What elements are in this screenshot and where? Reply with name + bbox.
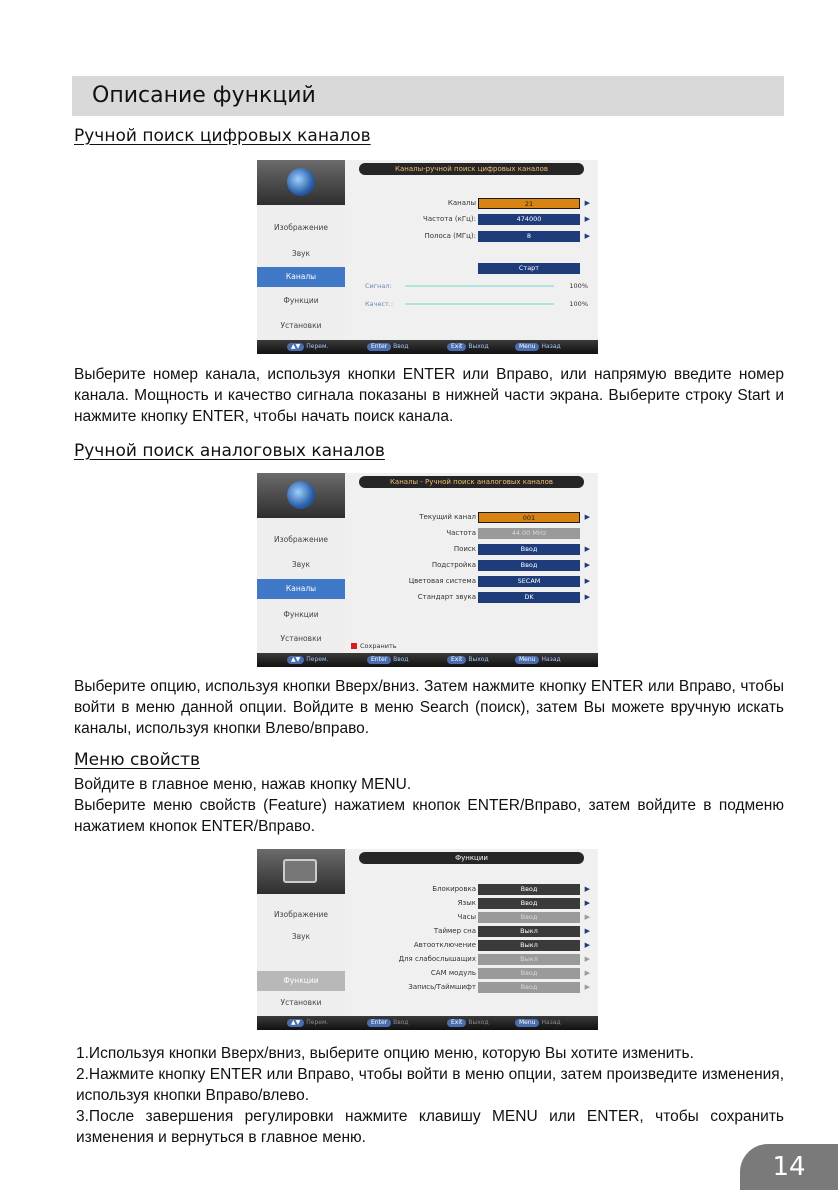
tv-row-value: 44.00 MHz [478,528,580,539]
tv-hint-enter [367,343,409,351]
tv-signal-bar [405,285,554,287]
tv-row-value: Ввод [478,544,580,555]
tv-start-button: Старт [478,263,580,274]
arrow-right-icon: ▶ [584,913,590,921]
tv-row-current-channel [365,511,594,524]
tv-row-frequency [365,213,594,226]
tv-row-value: 001 [478,512,580,523]
tv-row-label: Стандарт звука [417,593,476,601]
paragraph-text: Выберите номер канала, используя кнопки ENTER или Вправо, или напрямую введите номер канала. Мощность и качество сигнала показаны в нижней части экрана. Выберите строку Start и нажмите кнопку ENTER, чтобы начать поиск канала. [74,366,784,425]
tv-footer [257,340,598,354]
tv-save-label: Сохранить [360,642,397,650]
tv-sidebar [257,160,345,340]
tv-hint-label: Перем. [306,1019,329,1026]
page-title: Описание функций [92,83,316,108]
arrow-right-icon: ▶ [584,199,590,207]
tv-row-value: Ввод [478,560,580,571]
tv-row-label: Таймер сна [433,927,476,935]
tv-hint-menu [515,1019,561,1027]
tv-hint-menu [515,343,561,351]
tv-menu-title: Каналы - Ручной поиск аналоговых каналов [359,476,584,488]
tv-nav-sound: Звук [291,932,311,941]
tv-hint-enter [367,1019,409,1027]
step-text: 3.После завершения регулировки нажмите клавишу MENU или ENTER, чтобы сохранить изменения и вернуться в главное меню. [76,1108,784,1146]
tv-key-menu: Menu [515,343,539,351]
section-header-bar [72,76,784,116]
tv-row-channel [365,197,594,210]
tv-nav-settings: Установки [280,634,322,643]
tv-hint-label: Выход [468,656,489,663]
tv-row-value: 8 [478,231,580,242]
tv-row-value: 21 [478,198,580,209]
tv-row-label: Язык [457,899,476,907]
arrow-right-icon: ▶ [584,899,590,907]
tv-row-label: CAM модуль [430,969,476,977]
tv-hint-label: Перем. [306,656,329,663]
tv-menu-title: Каналы-ручной поиск цифровых каналов [359,163,584,175]
screenshot-digital-search [257,160,598,354]
tv-row-value: SECAM [478,576,580,587]
tv-row-label: Блокировка [432,885,476,893]
tv-hint-menu [515,656,561,664]
tv-row-value: Ввод [478,968,580,979]
tv-row-hearing-impaired [365,953,594,966]
tv-row-frequency [365,527,594,540]
paragraph-text: Войдите в главное меню, нажав кнопку MENU. [74,776,412,793]
section-title-feature: Меню свойств [74,750,201,770]
tv-row-value: Ввод [478,912,580,923]
arrow-right-icon: ▶ [584,232,590,240]
tv-key-exit: Exit [447,656,466,664]
tv-content [345,160,598,340]
arrow-right-icon: ▶ [584,941,590,949]
tv-quality-value: 100% [569,300,588,308]
tv-hint-label: Ввод [393,1019,409,1026]
tv-row-value: Ввод [478,884,580,895]
tv-sidebar [257,473,345,653]
paragraph-analog [74,676,784,739]
arrow-right-icon: ▶ [584,927,590,935]
tv-row-label: Частота [446,529,476,537]
tv-save-hint [351,642,397,650]
tv-hint-label: Ввод [393,656,409,663]
tv-row-bandwidth [365,230,594,243]
tv-key-updown: ▲▼ [287,1019,304,1027]
tv-signal-value: 100% [569,282,588,290]
arrow-right-icon: ▶ [584,983,590,991]
tv-sidebar [257,849,345,1016]
arrow-right-icon: ▶ [584,593,590,601]
tv-content [345,473,598,653]
screenshot-analog-search [257,473,598,667]
tv-row-language [365,897,594,910]
tv-row-fine-tune [365,559,594,572]
tv-key-updown: ▲▼ [287,656,304,664]
arrow-right-icon: ▶ [584,561,590,569]
tv-row-auto-off [365,939,594,952]
tv-row-label: Полоса (МГц): [424,232,476,240]
tv-row-label: Подстройка [431,561,476,569]
tv-nav-picture: Изображение [274,535,328,544]
tv-hint-label: Ввод [393,343,409,350]
tv-row-label: Поиск [453,545,476,553]
tv-hint-label: Назад [541,343,561,350]
arrow-right-icon: ▶ [584,215,590,223]
tv-logo [257,160,345,205]
satellite-dish-icon [287,168,315,196]
page-number: 14 [740,1144,838,1190]
step-text: 2.Нажмите кнопку ENTER или Вправо, чтобы войти в меню опции, затем произведите изменения, используя кнопки Вправо/влево. [76,1066,784,1104]
paragraph-feature-steps [76,1043,784,1148]
pencil-icon [283,859,317,883]
tv-hint-enter [367,656,409,664]
tv-nav-picture: Изображение [274,223,328,232]
tv-nav-settings: Установки [280,321,322,330]
arrow-right-icon: ▶ [584,955,590,963]
tv-row-clock [365,911,594,924]
tv-logo [257,473,345,518]
paragraph-text: Выберите меню свойств (Feature) нажатием кнопок ENTER/Вправо, затем войдите в подменю нажатием кнопок ENTER/Вправо. [74,797,784,835]
section-title-digital: Ручной поиск цифровых каналов [74,126,371,146]
tv-key-updown: ▲▼ [287,343,304,351]
tv-logo [257,849,345,894]
tv-row-color-system [365,575,594,588]
tv-quality-row [365,298,594,310]
paragraph-text: Выберите опцию, используя кнопки Вверх/вниз. Затем нажмите кнопку ENTER или Вправо, чтобы войти в меню данной опции. Войдите в меню Search (поиск), затем Вы можете вручную искать каналы, используя кнопки Влево/вправо. [74,678,784,737]
tv-row-value: Выкл [478,940,580,951]
tv-key-enter: Enter [367,343,391,351]
tv-row-label: Частота (кГц): [423,215,476,223]
tv-row-label: Запись/Таймшифт [408,983,476,991]
tv-content [345,849,598,1016]
tv-row-label: Текущий канал [419,513,476,521]
tv-nav-functions: Функции [257,971,345,991]
tv-key-menu: Menu [515,656,539,664]
tv-hint-label: Перем. [306,343,329,350]
tv-hint-label: Назад [541,656,561,663]
tv-row-value: DK [478,592,580,603]
arrow-right-icon: ▶ [584,969,590,977]
tv-hint-label: Выход [468,1019,489,1026]
tv-hint-move [287,1019,328,1027]
tv-key-menu: Menu [515,1019,539,1027]
tv-hint-label: Назад [541,1019,561,1026]
tv-row-label: Для слабослышащих [398,955,476,963]
tv-row-value: Выкл [478,954,580,965]
tv-signal-label: Сигнал: [365,282,392,290]
red-square-icon [351,643,357,649]
tv-row-label: Цветовая система [408,577,476,585]
tv-row-cam-module [365,967,594,980]
tv-nav-picture: Изображение [274,910,328,919]
tv-hint-move [287,656,328,664]
tv-nav-sound: Звук [291,249,311,258]
tv-row-label: Часы [457,913,476,921]
tv-hint-exit [447,343,489,351]
tv-hint-exit [447,656,489,664]
tv-row-value: 474000 [478,214,580,225]
tv-row-record-timeshift [365,981,594,994]
tv-nav-channels: Каналы [257,267,345,287]
tv-nav-functions: Функции [283,296,319,305]
tv-quality-label: Качест.: [365,300,394,308]
arrow-right-icon: ▶ [584,885,590,893]
arrow-right-icon: ▶ [584,577,590,585]
satellite-dish-icon [287,481,315,509]
tv-hint-exit [447,1019,489,1027]
arrow-right-icon: ▶ [584,513,590,521]
tv-row-value: Выкл [478,926,580,937]
tv-hint-move [287,343,328,351]
tv-key-exit: Exit [447,1019,466,1027]
tv-row-sound-standard [365,591,594,604]
tv-row-value: Ввод [478,982,580,993]
tv-row-start [365,262,594,275]
tv-footer [257,1016,598,1030]
tv-key-exit: Exit [447,343,466,351]
tv-nav-settings: Установки [280,998,322,1007]
tv-row-value: Ввод [478,898,580,909]
screenshot-feature-menu [257,849,598,1030]
tv-row-label: Каналы [447,199,476,207]
tv-row-search [365,543,594,556]
tv-key-enter: Enter [367,656,391,664]
tv-row-label: Автоотключение [413,941,476,949]
tv-row-lock [365,883,594,896]
paragraph-digital [74,364,784,427]
tv-key-enter: Enter [367,1019,391,1027]
tv-nav-channels: Каналы [257,579,345,599]
tv-quality-bar [405,303,554,305]
tv-nav-functions: Функции [283,610,319,619]
tv-row-sleep-timer [365,925,594,938]
tv-footer [257,653,598,667]
arrow-right-icon: ▶ [584,545,590,553]
tv-hint-label: Выход [468,343,489,350]
section-title-analog: Ручной поиск аналоговых каналов [74,441,385,461]
step-text: 1.Используя кнопки Вверх/вниз, выберите опцию меню, которую Вы хотите изменить. [76,1045,694,1062]
tv-nav-sound: Звук [291,560,311,569]
paragraph-feature-intro [74,774,784,837]
tv-signal-row [365,280,594,292]
tv-menu-title: Функции [359,852,584,864]
